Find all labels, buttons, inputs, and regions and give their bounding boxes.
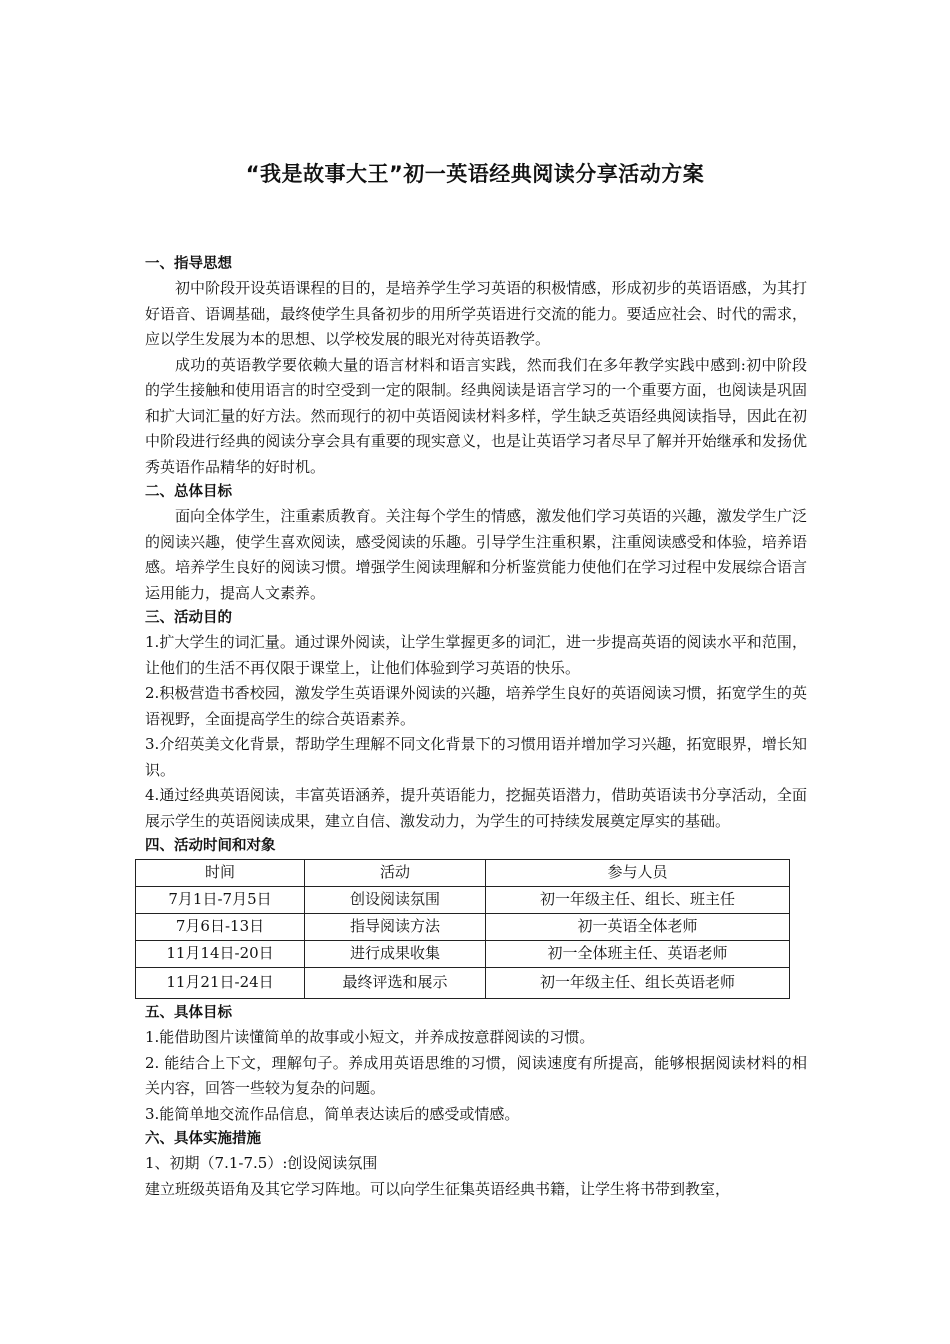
list-item: 4.通过经典英语阅读，丰富英语涵养，提升英语能力，挖掘英语潜力，借助英语读书分享活动，全面展示学生的英语阅读成果，建立自信、激发动力，为学生的可持续发展奠定厚实的基础。 xyxy=(145,786,807,830)
document-title: “我是故事大王”初一英语经典阅读分享活动方案 xyxy=(245,162,705,186)
section-heading-1: 一、指导思想 xyxy=(145,256,232,272)
table-row xyxy=(136,941,790,968)
paragraph: 面向全体学生，注重素质教育。关注每个学生的情感，激发他们学习英语的兴趣，激发学生广泛的阅读兴趣，使学生喜欢阅读，感受阅读的乐趣。引导学生注重积累，注重阅读感受和体验，培养语感。培养学生良好的阅读习惯。增强学生阅读理解和分析鉴赏能力使他们在学习过程中发展综合语言运用能力，提高人文素养。 xyxy=(145,507,807,602)
table-header-cell: 时间 xyxy=(136,860,305,887)
paragraph: 建立班级英语角及其它学习阵地。可以向学生征集英语经典书籍，让学生将书带到教室， xyxy=(145,1179,731,1198)
section-heading-6: 六、具体实施措施 xyxy=(145,1131,261,1147)
section-heading-5: 五、具体目标 xyxy=(145,1005,232,1021)
document-body xyxy=(145,252,807,1202)
paragraph: 初中阶段开设英语课程的目的，是培养学生学习英语的积极情感，形成初步的英语语感，为其打好语音、语调基础，最终使学生具备初步的用所学英语进行交流的能力。要适应社会、时代的需求，应以学生发展为本的思想、以学校发展的眼光对待英语教学。 xyxy=(145,279,807,348)
list-item: 2.积极营造书香校园，激发学生英语课外阅读的兴趣，培养学生良好的英语阅读习惯，拓宽学生的英语视野，全面提高学生的综合英语素养。 xyxy=(145,684,807,728)
table-header-cell: 参与人员 xyxy=(486,860,790,887)
section-heading-4: 四、活动时间和对象 xyxy=(145,838,276,854)
table-row xyxy=(136,914,790,941)
list-item: 3.介绍英美文化背景，帮助学生理解不同文化背景下的习惯用语并增加学习兴趣，拓宽眼界，增长知识。 xyxy=(145,735,807,779)
table-cell: 7月1日-7月5日 xyxy=(136,887,305,914)
section-heading-3: 三、活动目的 xyxy=(145,610,232,626)
table-cell: 指导阅读方法 xyxy=(305,914,486,941)
table-cell: 初一年级主任、组长、班主任 xyxy=(486,887,790,914)
table-cell: 7月6日-13日 xyxy=(136,914,305,941)
table-header-row xyxy=(136,860,790,887)
table-cell: 最终评选和展示 xyxy=(305,968,486,999)
table-cell: 创设阅读氛围 xyxy=(305,887,486,914)
table-cell: 11月14日-20日 xyxy=(136,941,305,968)
table-cell: 11月21日-24日 xyxy=(136,968,305,999)
table-cell: 初一英语全体老师 xyxy=(486,914,790,941)
table-cell: 进行成果收集 xyxy=(305,941,486,968)
list-item: 1.能借助图片读懂简单的故事或小短文，并养成按意群阅读的习惯。 xyxy=(145,1028,595,1046)
table-cell: 初一全体班主任、英语老师 xyxy=(486,941,790,968)
section-heading-2: 二、总体目标 xyxy=(145,484,232,500)
table-header-cell: 活动 xyxy=(305,860,486,887)
table-cell: 初一年级主任、组长英语老师 xyxy=(486,968,790,999)
list-item: 1.扩大学生的词汇量。通过课外阅读，让学生掌握更多的词汇，进一步提高英语的阅读水平和范围，让他们的生活不再仅限于课堂上，让他们体验到学习英语的快乐。 xyxy=(145,633,807,677)
paragraph: 成功的英语教学要依赖大量的语言材料和语言实践，然而我们在多年教学实践中感到:初中阶段的学生接触和使用语言的时空受到一定的限制。经典阅读是语言学习的一个重要方面，也阅读是巩固和扩大词汇量的好方法。然而现行的初中英语阅读材料多样，学生缺乏英语经典阅读指导，因此在初中阶段进行经典的阅读分享会具有重要的现实意义，也是让英语学习者尽早了解并开始继承和发扬优秀英语作品精华的好时机。 xyxy=(145,355,807,476)
list-item: 2. 能结合上下文，理解句子。养成用英语思维的习惯，阅读速度有所提高，能够根据阅读材料的相关内容，回答一些较为复杂的问题。 xyxy=(145,1053,807,1097)
list-item: 3.能简单地交流作品信息，简单表达读后的感受或情感。 xyxy=(145,1104,520,1123)
table-row xyxy=(136,887,790,914)
subheading: 1、初期（7.1-7.5）:创设阅读氛围 xyxy=(145,1154,378,1172)
table-row xyxy=(136,968,790,999)
schedule-table xyxy=(135,859,790,999)
